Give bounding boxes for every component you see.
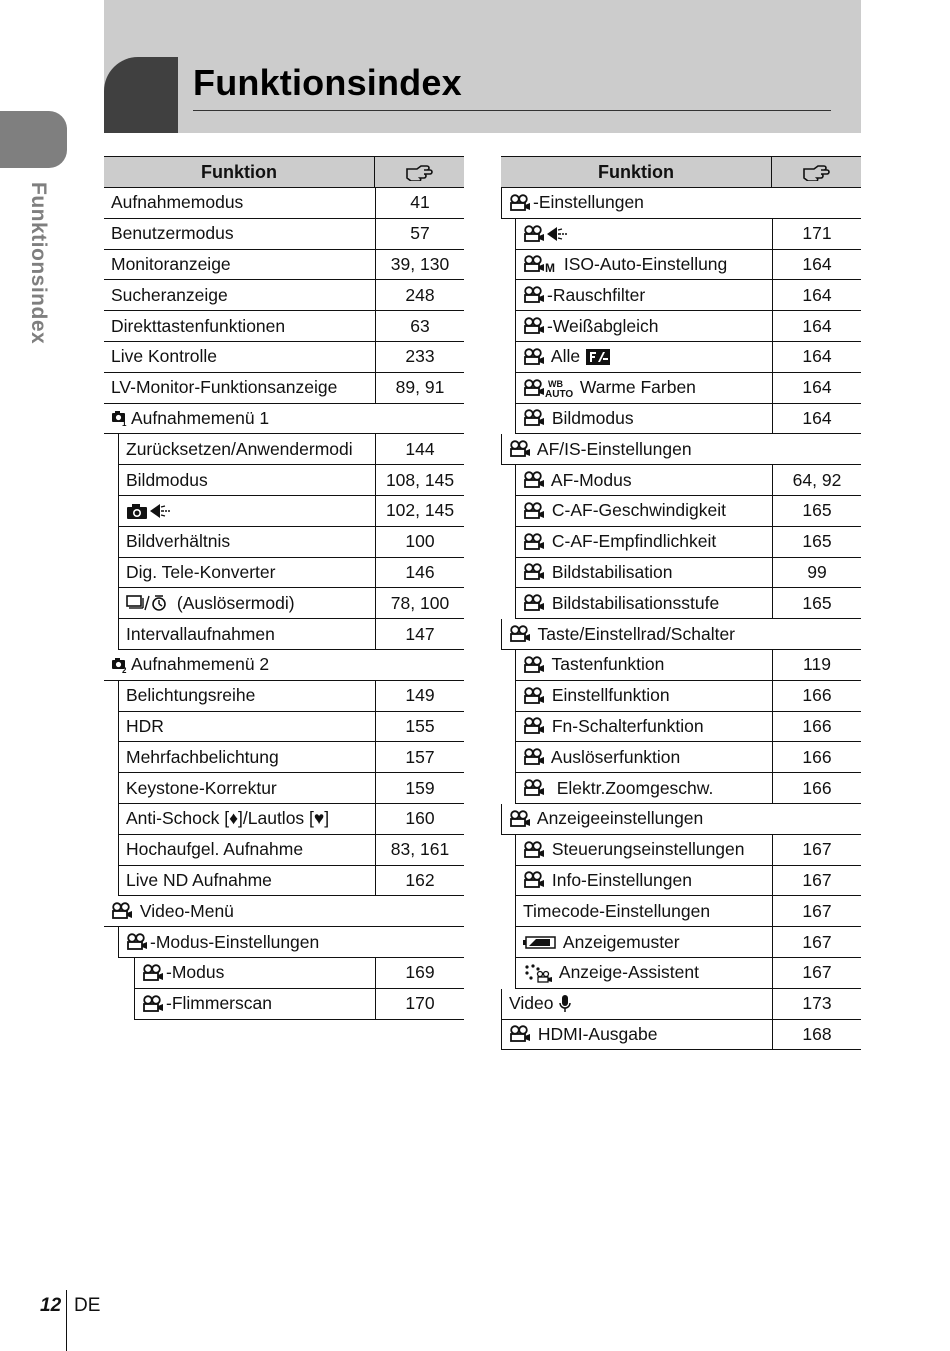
function-cell	[135, 958, 375, 988]
function-cell	[516, 681, 772, 711]
page-reference: 173	[772, 989, 861, 1019]
section-row	[104, 404, 464, 435]
table-row	[515, 588, 861, 619]
movie-camera-icon	[523, 471, 545, 489]
table-row	[515, 712, 861, 743]
table-row	[104, 311, 464, 342]
right-index-table	[501, 156, 861, 1050]
drive-self-timer-icon	[126, 594, 170, 612]
movie-camera-icon	[509, 625, 531, 643]
page-reference: 108, 145	[375, 465, 464, 495]
movie-camera-icon	[523, 687, 545, 705]
section-row	[501, 619, 861, 650]
table-row	[515, 250, 861, 281]
page-reference: 164	[772, 404, 861, 434]
movie-camera-icon	[523, 748, 545, 766]
movie-camera-icon	[523, 286, 545, 304]
function-cell	[502, 619, 861, 649]
left-index-table	[104, 156, 464, 1020]
function-cell	[135, 989, 375, 1019]
section-row	[118, 927, 464, 958]
function-cell	[516, 835, 772, 865]
function-cell	[119, 773, 375, 803]
function-cell	[516, 866, 772, 896]
function-label: -Einstellungen	[533, 192, 644, 213]
shooting-menu-1-icon	[111, 409, 129, 427]
page-reference: 164	[772, 311, 861, 341]
function-label: Alle	[547, 346, 585, 367]
page-language: DE	[74, 1295, 101, 1316]
function-cell	[119, 866, 375, 896]
movie-camera-icon	[142, 964, 164, 982]
movie-camera-icon	[523, 502, 545, 520]
function-label: LV-Monitor-Funktionsanzeige	[111, 377, 338, 398]
function-cell	[104, 219, 375, 249]
table-row	[118, 527, 464, 558]
function-cell	[104, 896, 464, 926]
page-reference: 57	[375, 219, 464, 249]
function-label: Bildmodus	[126, 469, 208, 490]
table-row	[118, 465, 464, 496]
function-cell	[104, 280, 375, 310]
movie-camera-icon	[523, 533, 545, 551]
page-reference: 170	[375, 989, 464, 1019]
function-label: Info-Einstellungen	[547, 869, 692, 890]
function-label: -Rauschfilter	[547, 284, 646, 305]
table-row	[515, 958, 861, 989]
function-label: HDR	[126, 715, 164, 736]
table-row	[118, 434, 464, 465]
table-row	[104, 373, 464, 404]
function-cell	[516, 558, 772, 588]
table-row	[515, 681, 861, 712]
table-row	[515, 527, 861, 558]
table-row	[118, 835, 464, 866]
movie-camera-icon	[523, 656, 545, 674]
pointing-hand-icon	[375, 157, 464, 187]
page-reference: 149	[375, 681, 464, 711]
page-reference: 166	[772, 681, 861, 711]
movie-camera-icon	[523, 717, 545, 735]
page-reference: 165	[772, 588, 861, 618]
table-row	[118, 773, 464, 804]
table-row	[515, 373, 861, 404]
movie-camera-icon	[509, 440, 531, 458]
header-tab	[104, 57, 178, 133]
column-header-function: Funktion	[501, 157, 772, 187]
page-reference: 165	[772, 496, 861, 526]
page-reference: 39, 130	[375, 250, 464, 280]
table-row	[134, 989, 464, 1020]
page-reference: 166	[772, 773, 861, 803]
microphone-icon	[558, 994, 572, 1014]
table-row	[515, 465, 861, 496]
page-reference: 171	[772, 219, 861, 249]
function-label: AF-Modus	[547, 469, 632, 490]
function-label: Warme Farben	[575, 377, 696, 398]
function-cell	[516, 342, 772, 372]
table-row	[118, 804, 464, 835]
table-row	[515, 742, 861, 773]
table-row	[515, 773, 861, 804]
function-cell	[516, 404, 772, 434]
side-tab	[0, 111, 67, 168]
function-label: Mehrfachbelichtung	[126, 746, 279, 767]
function-label: Sucheranzeige	[111, 284, 228, 305]
function-cell	[119, 619, 375, 649]
function-cell	[104, 373, 375, 403]
section-row	[104, 896, 464, 927]
page-reference: 167	[772, 958, 861, 988]
function-label: Benutzermodus	[111, 223, 234, 244]
page-reference: 119	[772, 650, 861, 680]
function-cell	[516, 219, 772, 249]
function-cell	[104, 250, 375, 280]
movie-camera-icon	[523, 779, 545, 797]
table-row	[104, 188, 464, 219]
function-label: Direkttastenfunktionen	[111, 315, 286, 336]
movie-camera-icon	[126, 933, 148, 951]
table-header	[501, 156, 861, 188]
movie-camera-icon	[523, 317, 545, 335]
function-label: Video	[509, 993, 559, 1014]
table-row	[501, 1020, 861, 1051]
function-label: Anzeigeeinstellungen	[533, 808, 704, 829]
table-row	[515, 219, 861, 250]
movie-camera-icon	[523, 594, 545, 612]
function-label: Bildstabilisationsstufe	[547, 592, 720, 613]
pointing-hand-icon	[772, 157, 861, 187]
function-label: Timecode-Einstellungen	[523, 900, 711, 921]
table-row	[118, 588, 464, 619]
page-reference: 165	[772, 527, 861, 557]
function-cell	[119, 558, 375, 588]
battery-icon	[523, 934, 557, 950]
function-cell	[119, 804, 375, 834]
table-row	[515, 650, 861, 681]
table-row	[515, 896, 861, 927]
movie-camera-icon	[523, 871, 545, 889]
function-cell	[502, 434, 861, 464]
page-title: Funktionsindex	[193, 62, 462, 103]
page-reference: 102, 145	[375, 496, 464, 526]
table-row	[515, 835, 861, 866]
table-row	[501, 989, 861, 1020]
function-label: C-AF-Empfindlichkeit	[547, 531, 717, 552]
function-cell	[516, 773, 772, 803]
page-reference: 248	[375, 280, 464, 310]
table-row	[118, 496, 464, 527]
function-label: Belichtungsreihe	[126, 685, 256, 706]
function-cell	[516, 742, 772, 772]
function-label: Bildverhältnis	[126, 531, 231, 552]
title-rule	[193, 110, 831, 111]
table-row	[515, 866, 861, 897]
function-label: Aufnahmemenü 1	[131, 407, 270, 428]
function-cell	[119, 927, 464, 957]
function-label: -Modus	[166, 962, 225, 983]
table-row	[134, 958, 464, 989]
function-cell	[119, 712, 375, 742]
table-row	[515, 558, 861, 589]
function-cell	[516, 896, 772, 926]
function-cell	[104, 404, 464, 434]
page-reference: 157	[375, 742, 464, 772]
function-cell	[516, 311, 772, 341]
function-label: Steuerungseinstellungen	[547, 839, 745, 860]
function-label: Hochaufgel. Aufnahme	[126, 839, 304, 860]
function-label: Taste/Einstellrad/Schalter	[533, 623, 736, 644]
movie-m-icon	[523, 255, 557, 273]
function-cell	[104, 188, 375, 218]
section-row	[501, 804, 861, 835]
column-header-function: Funktion	[104, 157, 375, 187]
page-reference: 162	[375, 866, 464, 896]
page-reference: 167	[772, 896, 861, 926]
function-cell	[119, 527, 375, 557]
function-cell	[516, 373, 772, 403]
function-label: Anti-Schock [♦]/Lautlos [♥]	[126, 808, 330, 829]
function-cell	[119, 835, 375, 865]
function-cell	[119, 496, 375, 526]
page-reference: 169	[375, 958, 464, 988]
table-row	[118, 866, 464, 897]
table-row	[104, 250, 464, 281]
table-row	[515, 280, 861, 311]
movie-camera-icon	[509, 194, 531, 212]
page-reference: 166	[772, 712, 861, 742]
all-flash-icon	[585, 348, 611, 366]
section-row	[501, 188, 861, 219]
page-reference: 100	[375, 527, 464, 557]
function-cell	[104, 311, 375, 341]
page-reference: 99	[772, 558, 861, 588]
side-tab-label: Funktionsindex	[27, 182, 50, 345]
function-label: Video-Menü	[135, 900, 234, 921]
page-reference: 164	[772, 342, 861, 372]
table-row	[515, 927, 861, 958]
table-header	[104, 156, 464, 188]
function-label: Monitoranzeige	[111, 253, 231, 274]
page-reference: 78, 100	[375, 588, 464, 618]
svg-text:2: 2	[122, 665, 127, 674]
table-row	[515, 404, 861, 435]
function-cell	[104, 650, 464, 680]
function-label: Anzeigemuster	[559, 931, 680, 952]
table-row	[118, 558, 464, 589]
function-label: Keystone-Korrektur	[126, 777, 277, 798]
right-table-rows	[501, 188, 861, 1050]
function-label: HDMI-Ausgabe	[533, 1023, 658, 1044]
table-row	[118, 742, 464, 773]
section-row	[501, 434, 861, 465]
table-row	[104, 342, 464, 373]
page-reference: 167	[772, 866, 861, 896]
function-label: Dig. Tele-Konverter	[126, 561, 276, 582]
movie-camera-icon	[142, 995, 164, 1013]
svg-text:WB: WB	[548, 378, 563, 389]
table-row	[118, 619, 464, 650]
svg-text:AUTO: AUTO	[545, 388, 573, 398]
page-reference: 164	[772, 280, 861, 310]
page-reference: 146	[375, 558, 464, 588]
function-label: C-AF-Geschwindigkeit	[547, 500, 726, 521]
page-reference: 159	[375, 773, 464, 803]
page-reference: 167	[772, 835, 861, 865]
movie-quality-icon	[523, 225, 571, 243]
function-label: -Modus-Einstellungen	[150, 931, 320, 952]
movie-camera-icon	[111, 902, 133, 920]
table-row	[118, 712, 464, 743]
table-row	[118, 681, 464, 712]
function-label: Tastenfunktion	[547, 654, 665, 675]
function-label: Intervallaufnahmen	[126, 623, 275, 644]
table-row	[515, 342, 861, 373]
movie-camera-icon	[509, 810, 531, 828]
function-cell	[516, 927, 772, 957]
function-cell	[516, 712, 772, 742]
function-cell	[502, 804, 861, 834]
function-cell	[502, 989, 772, 1019]
svg-text:M: M	[545, 261, 555, 274]
movie-camera-icon	[523, 409, 545, 427]
page-number: 12	[40, 1295, 62, 1316]
function-cell	[516, 465, 772, 495]
function-cell	[516, 650, 772, 680]
table-row	[515, 311, 861, 342]
function-label: Elektr.Zoomgeschw.	[547, 777, 714, 798]
page-reference: 147	[375, 619, 464, 649]
page-reference: 233	[375, 342, 464, 372]
function-label: (Auslösermodi)	[172, 592, 295, 613]
page-reference: 83, 161	[375, 835, 464, 865]
function-cell	[516, 527, 772, 557]
page-reference: 167	[772, 927, 861, 957]
function-cell	[516, 958, 772, 988]
function-cell	[502, 1020, 772, 1050]
function-label: ISO-Auto-Einstellung	[559, 253, 728, 274]
page-reference: 168	[772, 1020, 861, 1050]
function-cell	[104, 342, 375, 372]
function-cell	[119, 742, 375, 772]
function-label: Anzeige-Assistent	[555, 962, 699, 983]
movie-camera-icon	[523, 563, 545, 581]
function-cell	[119, 434, 375, 464]
page-reference: 89, 91	[375, 373, 464, 403]
function-cell	[502, 188, 861, 218]
section-row	[104, 650, 464, 681]
footer-rule	[66, 1290, 67, 1351]
function-label: -Flimmerscan	[166, 993, 272, 1014]
function-label: AF/IS-Einstellungen	[533, 438, 692, 459]
function-cell	[516, 250, 772, 280]
table-row	[104, 219, 464, 250]
left-table-rows	[104, 188, 464, 1020]
function-label: Live Kontrolle	[111, 346, 218, 367]
movie-wb-auto-icon	[523, 378, 573, 398]
page-reference: 64, 92	[772, 465, 861, 495]
function-label: Zurücksetzen/Anwendermodi	[126, 438, 353, 459]
page-reference: 164	[772, 250, 861, 280]
function-label: Live ND Aufnahme	[126, 869, 272, 890]
function-label: -Weißabgleich	[547, 315, 659, 336]
camera-quality-icon	[126, 502, 174, 520]
table-row	[104, 280, 464, 311]
page-reference: 144	[375, 434, 464, 464]
assistant-icon	[523, 963, 553, 983]
movie-icon	[523, 348, 545, 366]
function-label: Fn-Schalterfunktion	[547, 715, 704, 736]
page-reference: 160	[375, 804, 464, 834]
function-cell	[516, 588, 772, 618]
table-row	[515, 496, 861, 527]
function-cell	[119, 465, 375, 495]
function-cell	[119, 681, 375, 711]
page-reference: 155	[375, 712, 464, 742]
function-label: Bildmodus	[547, 407, 634, 428]
function-label: Bildstabilisation	[547, 561, 673, 582]
svg-text:1: 1	[122, 419, 127, 428]
shooting-menu-2-icon	[111, 656, 129, 674]
function-label: Auslöserfunktion	[547, 746, 681, 767]
page-reference: 41	[375, 188, 464, 218]
movie-camera-icon	[509, 1025, 531, 1043]
function-label: Einstellfunktion	[547, 685, 670, 706]
page-reference: 166	[772, 742, 861, 772]
function-label: Aufnahmemodus	[111, 192, 244, 213]
movie-camera-icon	[523, 841, 545, 859]
function-cell	[119, 588, 375, 618]
function-cell	[516, 496, 772, 526]
function-label: Aufnahmemenü 2	[131, 654, 270, 675]
page-reference: 63	[375, 311, 464, 341]
page-reference: 164	[772, 373, 861, 403]
function-cell	[516, 280, 772, 310]
